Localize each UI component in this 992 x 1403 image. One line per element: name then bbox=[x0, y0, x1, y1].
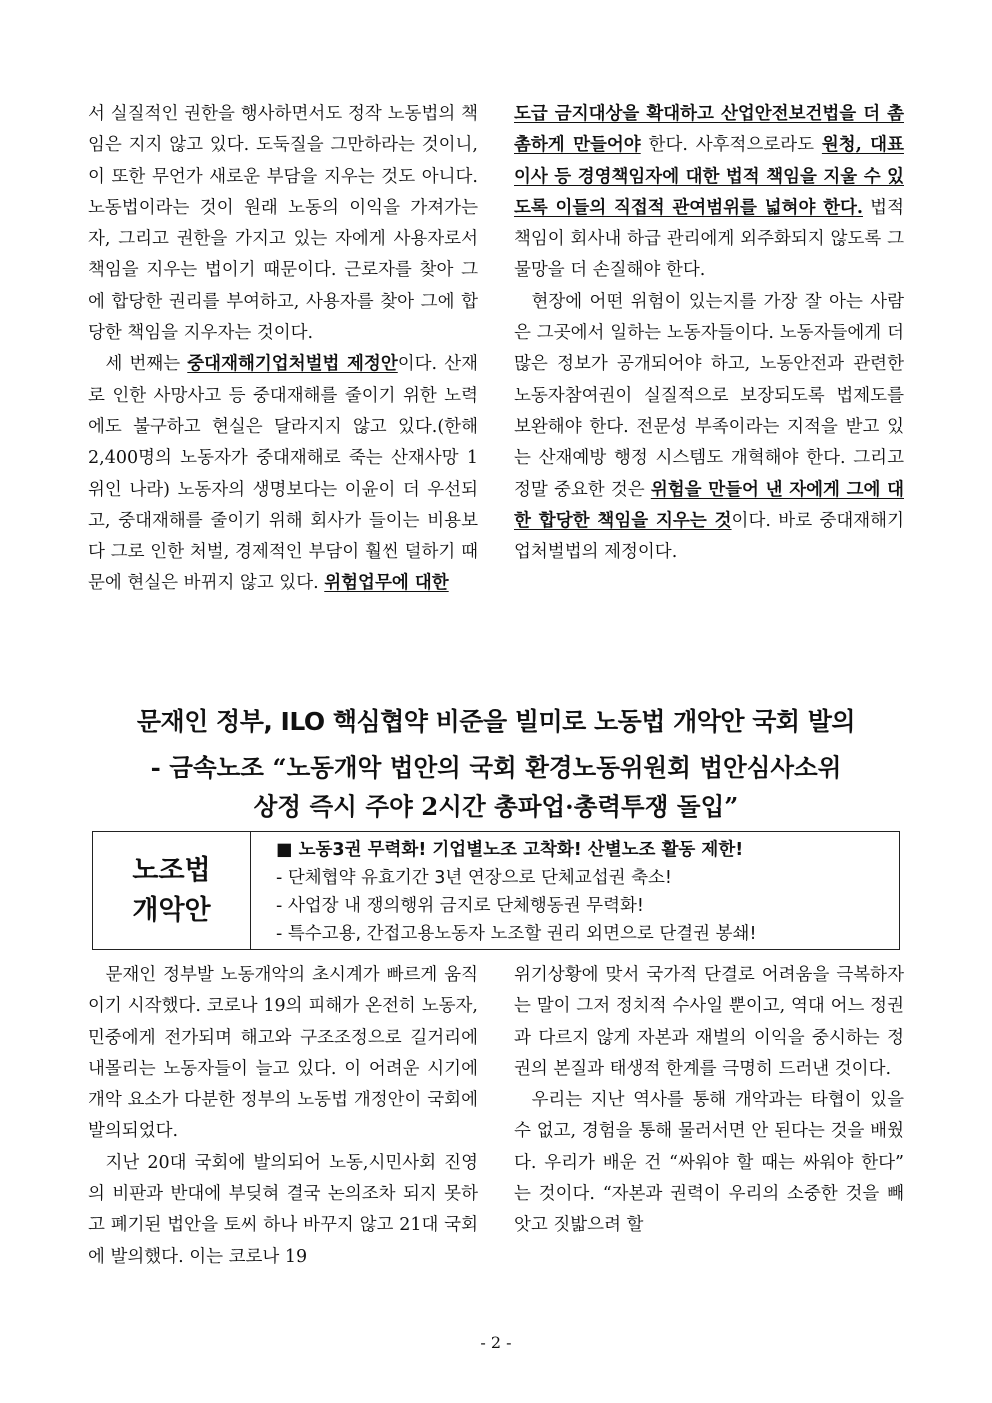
summary-box-list bbox=[251, 832, 899, 949]
paragraph: 서 실질적인 권한을 행사하면서도 정작 노동법의 책임은 지지 않고 있다. 도둑질을 그만하라는 것이니, 이 또한 무언가 새로운 부담을 지우는 것도 아니다. 노동법이라는 것이 원래 노동의 이익을 가져가는 자, 그리고 권한을 가지고 있는 자에게 사용자로서 책임을 지우는 법이기 때문이다. 근로자를 찾아 그에 합당한 권리를 부여하고, 사용자를 찾아 그에 합당한 책임을 지우자는 것이다. bbox=[88, 104, 478, 344]
article-column-4 bbox=[514, 960, 904, 1242]
summary-heading: ■ 노동3권 무력화! 기업별노조 고착화! 산별노조 활동 제한! bbox=[276, 840, 744, 860]
text-run: 현장에 어떤 위험이 있는지를 가장 잘 아는 사람은 그곳에서 일하는 노동자들이다. 노동자들에게 더 많은 정보가 공개되어야 하고, 노동안전과 관련한 노동자참여권이 실질적으로 보장되도록 법제도를 보완해야 한다. 전문성 부족이라는 지적을 받고 있는 산재예방 행정 시스템도 개혁해야 한다. 그리고 정말 중요한 것은 bbox=[514, 291, 904, 500]
page-number: - 2 - bbox=[480, 1333, 512, 1352]
underlined-emphasis: 중대재해기업처벌법 제정안 bbox=[187, 354, 398, 375]
paragraph: 문재인 정부발 노동개악의 초시계가 빠르게 움직이기 시작했다. 코로나 19의 피해가 온전히 노동자, 민중에게 전가되며 해고와 구조조정으로 길거리에 내몰리는 노동자들이 늘고 있다. 이 어려운 시기에 개악 요소가 다분한 정부의 노동법 개정안이 국회에 발의되었다. bbox=[88, 965, 478, 1142]
text-run: 이다. 바로 중대재해기업처벌법의 제정이다. bbox=[514, 510, 904, 563]
paragraph: 우리는 지난 역사를 통해 개악과는 타협이 있을 수 없고, 경험을 통해 물러서면 안 된다는 것을 배웠다. 우리가 배운 건 “싸워야 할 때는 싸워야 한다” 는 것이다. “자본과 권력이 우리의 소중한 것을 빼앗고 짓밟으려 할 bbox=[514, 1090, 904, 1236]
paragraph bbox=[514, 99, 904, 287]
paragraph bbox=[88, 349, 478, 599]
underlined-emphasis: 원청, 대표이사 등 경영책임자에 대한 법적 책임을 지울 수 있도록 이들의 직접적 관여범위를 넓혀야 한다. bbox=[514, 135, 904, 218]
summary-item: - 사업장 내 쟁의행위 금지로 단체행동권 무력화! bbox=[276, 896, 644, 916]
summary-box bbox=[92, 831, 900, 950]
underlined-emphasis: 도급 금지대상을 확대하고 산업안전보건법을 더 촘촘하게 만들어야 bbox=[514, 104, 904, 156]
article-subheadline-line-1: - 금속노조 “노동개악 법안의 국회 환경노동위원회 법안심사소위 bbox=[150, 753, 842, 782]
summary-item: - 단체협약 유효기간 3년 연장으로 단체교섭권 축소! bbox=[276, 868, 672, 888]
article-subheadline-line-2: 상정 즉시 주야 2시간 총파업·총력투쟁 돌입” bbox=[253, 792, 739, 821]
text-run: 이다. 산재로 인한 사망사고 등 중대재해를 줄이기 위한 노력에도 불구하고 현실은 달라지지 않고 있다.(한해 2,400명의 노동자가 중대재해로 죽는 산재사망 1위인 나라) 노동자의 생명보다는 이윤이 더 우선되고, 중대재해를 줄이기 위해 회사가 들이는 비용보다 그로 인한 처벌, 경제적인 부담이 훨씬 덜하기 때문에 현실은 바뀌지 않고 있다. bbox=[88, 354, 479, 594]
summary-label-line: 개악안 bbox=[132, 894, 211, 926]
summary-label-line: 노조법 bbox=[132, 854, 211, 886]
text-run: 법적 책임이 회사내 하급 관리에게 외주화되지 않도록 그물망을 더 손질해야 한다. bbox=[514, 197, 904, 281]
text-run: 한다. 사후적으로라도 bbox=[640, 135, 822, 156]
paragraph bbox=[514, 287, 904, 569]
summary-item: - 특수고용, 간접고용노동자 노조할 권리 외면으로 단결권 봉쇄! bbox=[276, 924, 757, 944]
paragraph: 지난 20대 국회에 발의되어 노동,시민사회 진영의 비판과 반대에 부딪혀 결국 논의조차 되지 못하고 폐기된 법안을 토씨 하나 바꾸지 않고 21대 국회에 발의했다. 이는 코로나 19 bbox=[88, 1152, 478, 1267]
paragraph: 위기상황에 맞서 국가적 단결로 어려움을 극복하자는 말이 그저 정치적 수사일 뿐이고, 역대 어느 정권과 다르지 않게 자본과 재벌의 이익을 중시하는 정권의 본질과 태생적 한계를 극명히 드러낸 것이다. bbox=[514, 965, 904, 1079]
summary-box-label bbox=[93, 832, 251, 949]
article-column-3 bbox=[88, 960, 478, 1273]
article-headline: 문재인 정부, ILO 핵심협약 비준을 빌미로 노동법 개악안 국회 발의 bbox=[136, 707, 856, 736]
underlined-emphasis: 위험업무에 대한 bbox=[324, 573, 449, 594]
article-column-2 bbox=[514, 99, 904, 568]
article-column-1 bbox=[88, 99, 478, 600]
underlined-emphasis: 위험을 만들어 낸 자에게 그에 대한 합당한 책임을 지우는 것 bbox=[514, 479, 904, 531]
text-run: 세 번째는 bbox=[105, 354, 188, 375]
